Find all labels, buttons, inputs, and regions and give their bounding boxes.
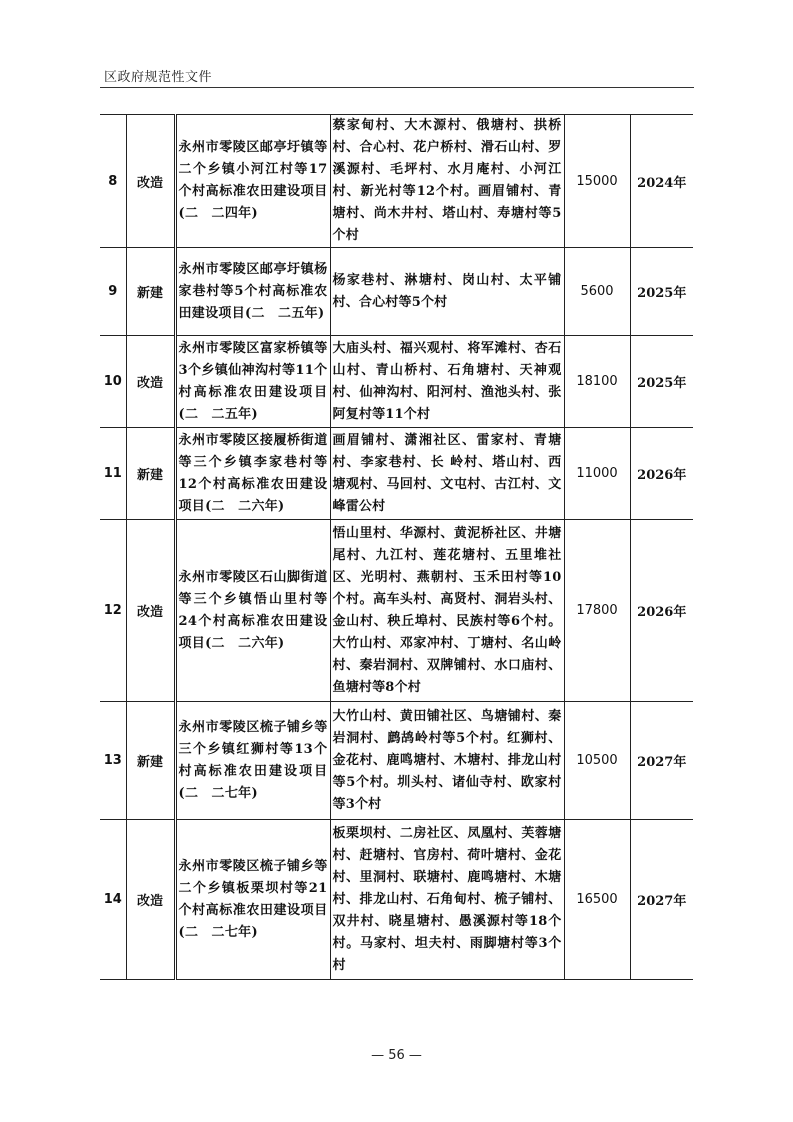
row-number: 12 [100,520,126,702]
project-year: 2026年 [630,428,693,520]
project-year: 2026年 [630,520,693,702]
table-row [100,702,693,820]
project-type: 改造 [126,520,175,702]
project-area: 15000 [564,115,630,248]
project-name: 永州市零陵区邮亭圩镇杨家巷村等5个村高标准农田建设项目(二 二五年) [175,248,330,336]
table-row [100,820,693,980]
project-villages: 悟山里村、华源村、黄泥桥社区、井塘尾村、九江村、莲花塘村、五里堆社区、光明村、燕朝村、玉禾田村等10个村。高车头村、高贤村、洞岩头村、金山村、秧丘埠村、民族村等6个村。大竹山村、邓家冲村、丁塘村、名山岭村、秦岩洞村、双牌铺村、水口庙村、鱼塘村等8个村 [330,520,564,702]
row-number: 9 [100,248,126,336]
table-row [100,248,693,336]
projects-table [100,114,693,980]
project-villages: 板栗坝村、二房社区、凤凰村、芙蓉塘村、赶塘村、官房村、荷叶塘村、金花村、里洞村、联塘村、鹿鸣塘村、木塘村、排龙山村、石角甸村、梳子铺村、双井村、晓星塘村、愚溪源村等18个村。马家村、坦夫村、雨脚塘村等3个村 [330,820,564,980]
project-name: 永州市零陵区石山脚街道等三个乡镇悟山里村等24个村高标准农田建设项目(二 二六年) [175,520,330,702]
project-name: 永州市零陵区富家桥镇等3个乡镇仙神沟村等11个村高标准农田建设项目(二 二五年) [175,336,330,428]
project-villages: 杨家巷村、淋塘村、岗山村、太平铺村、合心村等5个村 [330,248,564,336]
project-area: 16500 [564,820,630,980]
project-year: 2025年 [630,336,693,428]
project-year: 2027年 [630,702,693,820]
project-area: 5600 [564,248,630,336]
project-type: 改造 [126,115,175,248]
row-number: 8 [100,115,126,248]
page-number: — 56 — [371,1048,422,1063]
project-type: 改造 [126,820,175,980]
project-name: 永州市零陵区梳子铺乡等三个乡镇红狮村等13个村高标准农田建设项目(二 二七年) [175,702,330,820]
project-area: 10500 [564,702,630,820]
project-area: 11000 [564,428,630,520]
project-year: 2024年 [630,115,693,248]
row-number: 14 [100,820,126,980]
project-villages: 画眉铺村、潇湘社区、雷家村、青塘村、李家巷村、长 岭村、塔山村、西塘观村、马回村、文屯村、古江村、文峰雷公村 [330,428,564,520]
table-row [100,115,693,248]
project-villages: 大竹山村、黄田铺社区、鸟塘铺村、秦岩洞村、鹧鸪岭村等5个村。红狮村、金花村、鹿鸣塘村、木塘村、排龙山村等5个村。圳头村、诸仙寺村、欧家村等3个村 [330,702,564,820]
project-type: 新建 [126,248,175,336]
project-name: 永州市零陵区梳子铺乡等二个乡镇板栗坝村等21个村高标准农田建设项目(二 二七年) [175,820,330,980]
project-year: 2027年 [637,894,687,909]
row-number: 13 [100,702,126,820]
project-type: 新建 [126,428,175,520]
project-area: 17800 [564,520,630,702]
project-name: 永州市零陵区接履桥街道等三个乡镇李家巷村等12个村高标准农田建设项目(二 二六年) [175,428,330,520]
row-number: 11 [100,428,126,520]
table-row [100,520,693,702]
row-number: 10 [100,336,126,428]
document-header: 区政府规范性文件 [104,70,213,85]
project-area: 18100 [564,336,630,428]
project-type: 改造 [126,336,175,428]
table-row [100,428,693,520]
project-villages: 大庙头村、福兴观村、将军滩村、杏石山村、青山桥村、石角塘村、天神观村、仙神沟村、阳河村、渔池头村、张阿复村等11个村 [330,336,564,428]
project-year: 2025年 [630,248,693,336]
table-row [100,336,693,428]
project-villages: 蔡家甸村、大木源村、俄塘村、拱桥村、合心村、花户桥村、滑石山村、罗溪源村、毛坪村、水月庵村、小河江村、新光村等12个村。画眉铺村、青塘村、尚木井村、塔山村、寿塘村等5个村 [330,115,564,248]
project-type: 新建 [126,702,175,820]
project-name: 永州市零陵区邮亭圩镇等二个乡镇小河江村等17个村高标准农田建设项目(二 二四年) [175,115,330,248]
header-divider [100,87,694,88]
